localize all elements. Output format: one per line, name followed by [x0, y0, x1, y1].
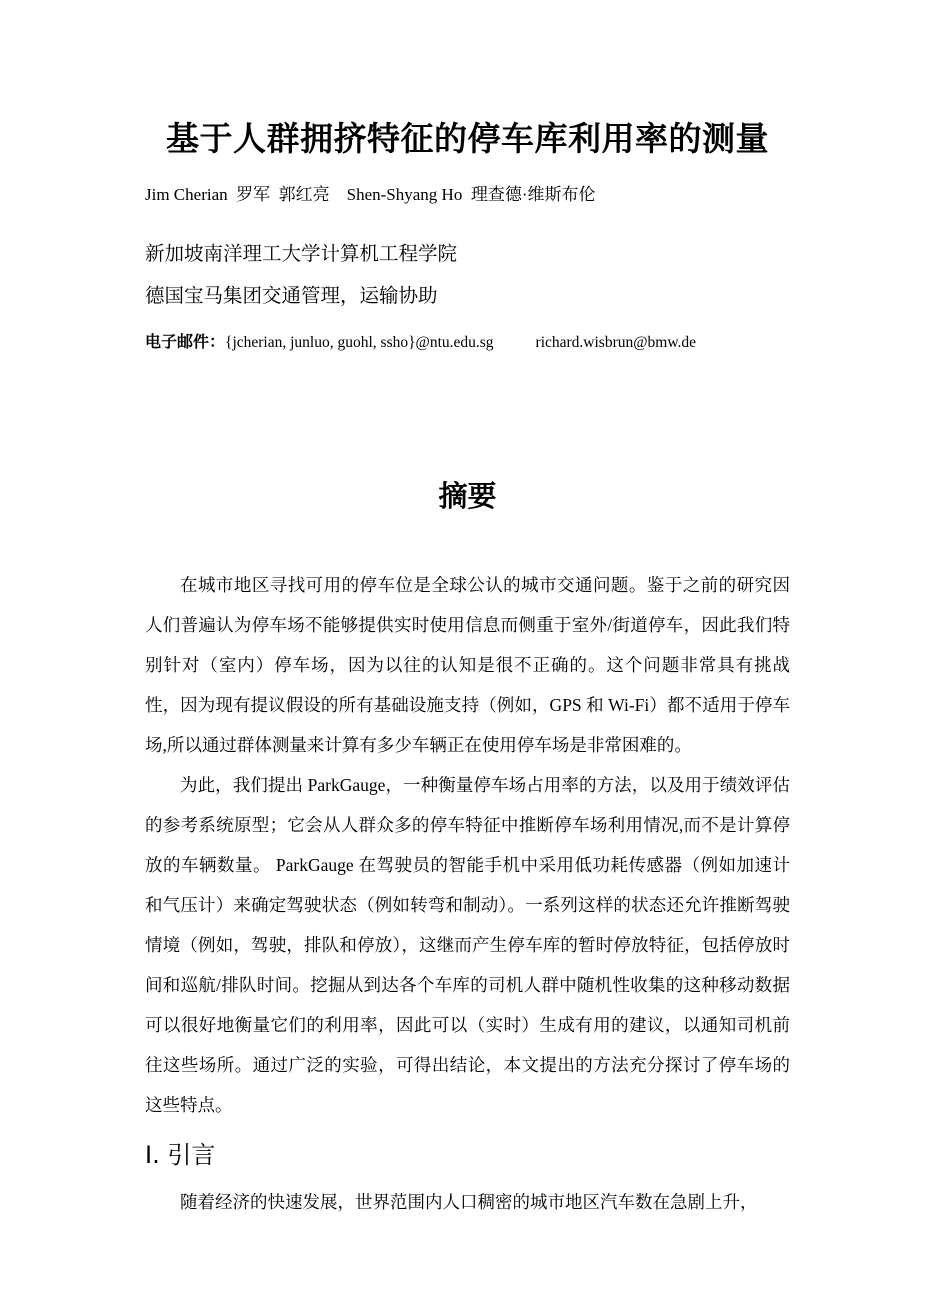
paper-title: 基于人群拥挤特征的停车库利用率的测量 — [166, 119, 769, 158]
section-heading-introduction: I. 引言 — [145, 1140, 216, 1169]
abstract-paragraph-1: 在城市地区寻找可用的停车位是全球公认的城市交通问题。鉴于之前的研究因人们普遍认为停车场不能够提供实时使用信息而侧重于室外/街道停车，因此我们特别针对（室内）停车场，因为以往的认知是很不正确的。这个问题非常具有挑战性，因为现有提议假设的所有基础设施支持（例如，GPS 和 Wi-Fi）都不适用于停车场,所以通过群体测量来计算有多少车辆正在使用停车场是非常困难的。 — [145, 574, 790, 755]
email-address-group-1: {jcherian, junluo, guohl, ssho}@ntu.edu.sg — [225, 334, 494, 352]
email-line — [145, 329, 790, 356]
email-label: 电子邮件： — [145, 332, 226, 352]
abstract-heading: 摘要 — [438, 480, 497, 513]
affiliation-ntu: 新加坡南洋理工大学计算机工程学院 — [145, 242, 458, 266]
affiliations-block — [145, 233, 790, 317]
abstract-body — [145, 565, 790, 1125]
abstract-paragraph-2: 为此，我们提出 ParkGauge，一种衡量停车场占用率的方法，以及用于绩效评估的参考系统原型；它会从人群众多的停车特征中推断停车场利用情况,而不是计算停放的车辆数量。 ParkGauge 在驾驶员的智能手机中采用低功耗传感器（例如加速计和气压计）来确定驾驶状态（例如转弯和制动）。一系列这样的状态还允许推断驾驶情境（例如，驾驶，排队和停放），这继而产生停车库的暂时停放特征，包括停放时间和巡航/排队时间。挖掘从到达各个车库的司机人群中随机性收集的这种移动数据可以很好地衡量它们的利用率，因此可以（实时）生成有用的建议，以通知司机前往这些场所。通过广泛的实验，可得出结论，本文提出的方法充分探讨了停车场的这些特点。 — [145, 774, 790, 1115]
authors-line: Jim Cherian 罗军 郭红亮 Shen-Shyang Ho 理查德·维斯布伦 — [145, 185, 596, 205]
introduction-paragraph-1: 随着经济的快速发展，世界范围内人口稠密的城市地区汽车数在急剧上升， — [180, 1192, 758, 1213]
affiliation-bmw: 德国宝马集团交通管理，运输协助 — [145, 284, 438, 308]
email-address-group-2: richard.wisbrun@bmw.de — [535, 334, 697, 352]
